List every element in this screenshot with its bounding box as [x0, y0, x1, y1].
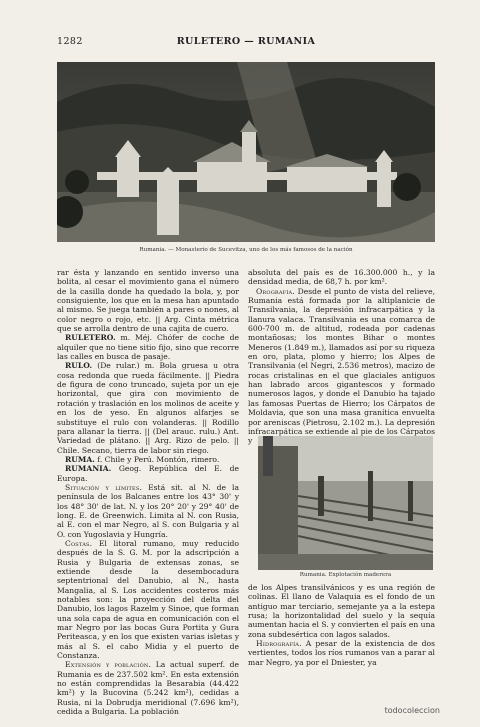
- monastery-photo-image: [57, 62, 435, 242]
- definition-rulo: (De rular.) m. Bola gruesa u otra cosa redonda que rueda fácilmente. || Piedra de figura de cono truncado, sujeta por un eje horizontal, que gira con movimiento de rotación y traslación en los molinos de aceite y en los de yeso. En algunos alfarjes se substituye el rulo con volanderas. || Rodillo para allanar la tierra. || (Del arauc. rulu.) Ant. Variedad de plátano. || Arg. Rizo de pelo. || Chile. Secano, tierra de labor sin riego.: [57, 361, 239, 455]
- text-situacion: Está sit. al N. de la península de los Balcanes entre los 43° 30' y los 48° 30' de lat. N. y los 20° 20' y 29° 40' de long. E. de Greenwich. Limita al N. con Rusia, al E. con el mar Negro, al S. con Bulgaria y al O. con Yugoslavia y Hungría.: [57, 482, 239, 539]
- entry-ruma: [57, 455, 239, 464]
- right-column-bottom: [248, 583, 435, 667]
- running-title: RULETERO — RUMANIA: [176, 36, 316, 47]
- monastery-photo-caption: Rumania. — Monasterio de Sucevitza, uno de los más famosos de la nación: [139, 247, 353, 253]
- poblacion-continuation: absoluta del país es de 16.300.000 h., y la densidad media, de 68,7 h. por km².: [248, 268, 435, 287]
- left-column: [57, 268, 239, 717]
- section-situacion: [57, 483, 239, 539]
- definition-ruma: f. Chile y Perú. Montón, rimero.: [94, 454, 220, 464]
- right-column-top: [248, 268, 435, 446]
- headword-rumania: RUMANIA.: [65, 464, 112, 474]
- page-header: [57, 36, 435, 50]
- subhead-extension: Extensión y población.: [65, 660, 152, 670]
- text-hidrografia: A pesar de la existencia de dos vertientes, todos los ríos rumanos van a parar al mar Negro, ya por el Dniester, ya: [248, 639, 435, 667]
- ruleta-continuation: rar ésta y lanzando en sentido inverso una bolita, al cesar el movimiento gana el número de la casilla donde ha quedado la bola, y, por consiguiente, los que en la mesa han apuntado al mismo. Se juega también a pares o nones, al color negro o rojo, etc. || Arg. Cinta métrica que se arrolla dentro de una cajita de cuero.: [57, 268, 239, 334]
- section-orografia: [248, 287, 435, 446]
- subhead-situacion: Situación y límites.: [65, 482, 143, 492]
- subhead-hidrografia: Hidrografía.: [256, 639, 302, 649]
- subhead-costas: Costas.: [65, 538, 93, 548]
- timber-photo: [258, 436, 433, 570]
- text-costas: El litoral rumano, muy reducido después de la S. G. M. por la adscripción a Rusia y Bulgaria de extensas zonas, se extiende desde la desembocadura septentrional del Danubio, al N., hasta Mangalia, al S. Los accidentes costeros más notables son: la proyección del delta del Danubio, los lagos Razelm y Sinoe, que forman una sola capa de agua en comunicación con el mar Negro por las bocas Gura Portita y Gura Periteasca, y en los que existen varias isletas y más al S. el cabo Midia y el puerto de Constanza.: [57, 538, 239, 661]
- entry-rumania: [57, 464, 239, 483]
- timber-photo-image: [258, 436, 433, 570]
- text-extension: La actual superf. de Rumania es de 237.502 km². En esta extensión no están comprendidas la Besarabia (44.422 km²) y la Bucovina (5.242 km²), cedidas a Rusia, ni la Dobrudja meridional (7.696 km²), cedida a Bulgaria. La población: [57, 660, 239, 717]
- headword-ruletero: RULETERO.: [65, 333, 116, 343]
- headword-rulo: RULO.: [65, 361, 93, 371]
- headword-ruma: RUMA.: [65, 454, 95, 464]
- section-hidrografia: [248, 639, 435, 667]
- orografia-continuation: de los Alpes transilvánicos y es una región de colinas. El llano de Valaquia es el fondo de un antiguo mar terciario, semejante ya a la estepa rusa; la horizontalidad del suelo y la sequía aumentan hacia el S. y convierten el país en una zona subdesértica con lagos salados.: [248, 583, 435, 639]
- entry-rulo: [57, 361, 239, 454]
- watermark: todocoleccion: [384, 706, 440, 715]
- timber-photo-caption: Rumania. Explotación maderera: [299, 572, 392, 578]
- entry-ruletero: [57, 333, 239, 361]
- page-number: 1282: [57, 36, 83, 47]
- text-orografia: Desde el punto de vista del relieve, Rumania está formada por la altiplanicie de Transilvania, la depresión infracarpática y la llanura valaca. Transilvania es una comarca de 600-700 m. de altitud, rodeada por cadenas montañosas; los montes Bihar o montes Meneros (1.849 m.), llamados así por su riqueza en oro, plata, plomo y hierro; los Alpes de Transilvania (el Negri, 2.536 metros), macizo de rocas cristalinas en el que glaciales antiguos han labrado arcos gigantescos y formado numerosos lagos, y donde el Danubio ha tajado las famosas Puertas de Hierro; los Cárpatos de Moldavia, que son una masa granítica envuelta por areniscas (Pietrosu, 2.102 m.). La depresión infracarpática se extiende al pie de los Cárpatos y: [248, 286, 435, 446]
- definition-rumania: Geog. República del E. de Europa.: [57, 464, 239, 483]
- definition-ruletero: m. Méj. Chófer de coche de alquiler que no tiene sitio fijo, sino que recorre las calles en busca de pasaje.: [57, 333, 239, 362]
- monastery-photo: [57, 62, 435, 242]
- section-extension: [57, 660, 239, 716]
- subhead-orografia: Orografía.: [256, 286, 295, 296]
- section-costas: [57, 539, 239, 660]
